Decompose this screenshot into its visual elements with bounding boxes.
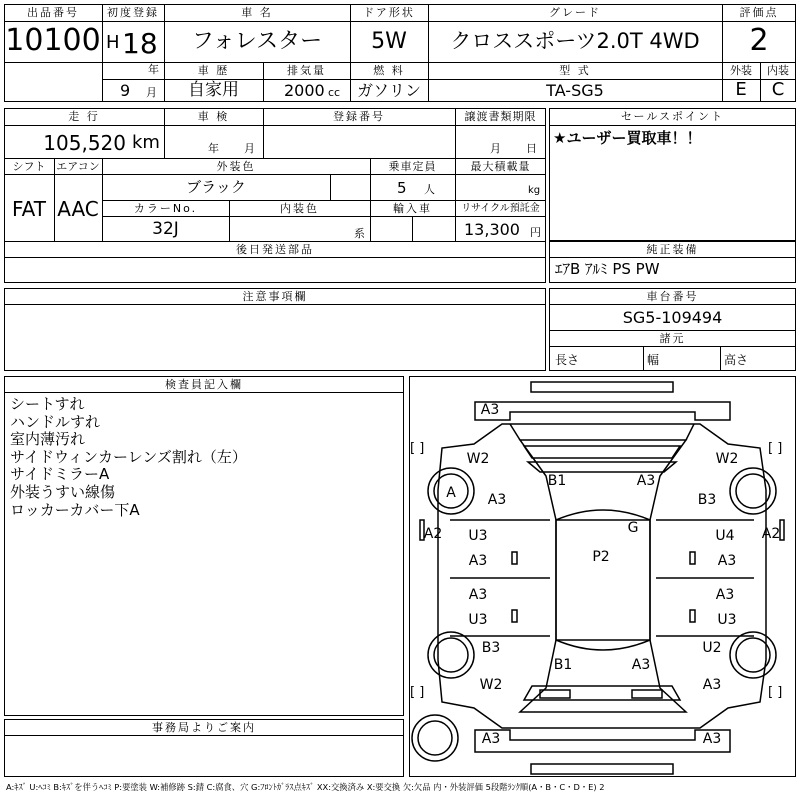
load-label: 最大積載量 [470,160,531,173]
damage-mark: U4 [715,528,735,544]
sales-label: セールスポイント [620,110,724,123]
damage-mark: A3 [481,731,501,747]
inspector-note: ロッカーカバー下A [10,500,140,519]
fuel: ガソリン [356,81,421,100]
shift-label: シフト [12,160,46,173]
mileage-label: 走 行 [68,110,100,123]
inspect-year-unit: 年 [208,142,219,155]
bracket-fr: [ ] [768,441,783,456]
lot-number: 10100 [5,23,101,58]
inspector-note: 外装うすい線傷 [10,482,116,501]
width-label: 幅 [647,353,660,367]
damage-mark: A2 [761,526,781,542]
damage-mark: W2 [466,451,490,467]
capacity-label: 乗車定員 [388,160,437,173]
damage-mark: A3 [717,553,737,569]
year-unit: 年 [148,63,159,76]
inspector-note: サイドミラーA [10,465,110,484]
damage-mark: G [627,520,639,536]
name-label: 車 名 [241,6,273,19]
car-name: フォレスター [191,29,323,54]
transfer-label: 譲渡書類期限 [464,110,537,123]
door-type: 5W [371,29,407,54]
transfer-day-unit: 日 [526,142,537,155]
model-label: 型 式 [559,64,591,77]
grade: クロススポーツ2.0T 4WD [450,29,700,53]
inspector-note: シートすれ [10,395,85,413]
transfer-month-unit: 月 [490,142,501,155]
capacity: 5 [397,179,407,197]
damage-mark: U3 [468,612,488,628]
colorno-label: カラーNo. [133,202,198,215]
chassis-label: 車台番号 [646,290,699,303]
reg-label: 初度登録 [107,6,159,19]
inspector-note: 室内薄汚れ [10,430,86,449]
reg-year: 18 [122,27,158,60]
later-parts-label: 後日発送部品 [236,243,314,256]
door-label: ドア形状 [363,6,415,19]
damage-mark: A3 [631,657,651,673]
ext-label: 外装 [730,64,752,77]
damage-mark: A3 [468,587,488,603]
inspect-label: 車 検 [197,110,230,123]
bracket-rr: [ ] [768,685,783,700]
mileage: 105,520 [43,131,126,155]
damage-mark: B1 [553,657,573,673]
inspector-note: ハンドルすれ [10,412,101,431]
dims-label: 諸元 [659,332,686,345]
int-grade: C [771,79,785,100]
bracket-fl: [ ] [410,441,425,456]
lot-label: 出品番号 [27,6,79,19]
office-label: 事務局よりご案内 [152,721,256,734]
recycle-fee: 13,300 [464,220,520,239]
color: ブラック [186,178,246,196]
damage-mark: P2 [592,549,610,565]
damage-mark: A3 [702,677,722,693]
fuel-label: 燃 料 [373,64,405,77]
length-label: 長さ [555,353,580,367]
damage-mark: U3 [468,528,488,544]
shift: FAT [11,197,46,221]
damage-mark: W2 [479,677,503,693]
import-label: 輸入車 [393,202,432,215]
recycle-label: リサイクル預託金 [461,203,540,214]
score: 2 [749,23,769,58]
ext-grade: E [735,79,747,100]
equipment: ｴｱB ｱﾙﾐ PS PW [555,260,660,278]
damage-mark: U3 [717,612,737,628]
inspect-month-unit: 月 [244,142,255,155]
regno-label: 登録番号 [333,110,385,123]
damage-mark: B3 [697,492,717,508]
interior-label: 内装色 [280,202,319,215]
colorno: 32J [152,219,179,239]
bracket-rl: [ ] [410,685,425,700]
damage-mark: U2 [702,640,722,656]
model-code: TA-SG5 [546,81,604,100]
damage-mark: A2 [423,526,443,542]
disp-label: 排気量 [287,64,326,77]
month-unit: 月 [146,86,157,99]
damage-mark: A [446,485,456,501]
sales-point: ★ユーザー買取車！！ [553,129,702,147]
mileage-unit: km [132,132,160,153]
legend: A:ｷｽﾞ U:ﾍｺﾐ B:ｷｽﾞを伴うﾍｺﾐ P:要塗装 W:補修跡 S:錆 C:腐食、穴 G:ﾌﾛﾝﾄｶﾞﾗｽ点ｷｽﾞ XX:交換済み X:要交換 欠:欠品 内・外装評価 5段階ﾗﾝｸ順(A・B・C・D・E) 2 [6,782,605,792]
notes-label: 注意事項欄 [242,290,308,303]
damage-mark: W2 [715,451,739,467]
recycle-unit: 円 [530,226,541,239]
height-label: 高さ [724,353,749,367]
chassis-number: SG5-109494 [622,308,723,327]
history-label: 車 歴 [197,64,230,77]
damage-mark: A3 [715,587,735,603]
disp-unit: cc [328,86,341,99]
color-label: 外装色 [216,160,256,173]
damage-mark: B1 [547,473,567,489]
damage-mark: A3 [468,553,488,569]
interior-unit: 系 [354,227,365,240]
ac: AAC [57,197,99,221]
inspector-label: 検査員記入欄 [165,378,243,391]
int-label: 内装 [767,64,789,77]
capacity-unit: 人 [424,183,435,196]
ac-label: エアコン [56,160,100,173]
grade-label: グレード [549,6,601,19]
history: 自家用 [188,80,239,100]
damage-mark: A3 [480,402,500,418]
equip-label: 純正装備 [646,243,699,256]
reg-month: 9 [120,81,131,100]
damage-mark: A3 [636,473,656,489]
load-unit: kg [528,185,541,196]
damage-mark: B3 [481,640,501,656]
damage-mark: A3 [702,731,722,747]
score-label: 評価点 [739,6,779,19]
era: H [106,32,120,53]
damage-mark: A3 [487,492,507,508]
displacement: 2000 [284,81,325,100]
inspector-note: サイドウィンカーレンズ割れ（左） [10,447,247,466]
